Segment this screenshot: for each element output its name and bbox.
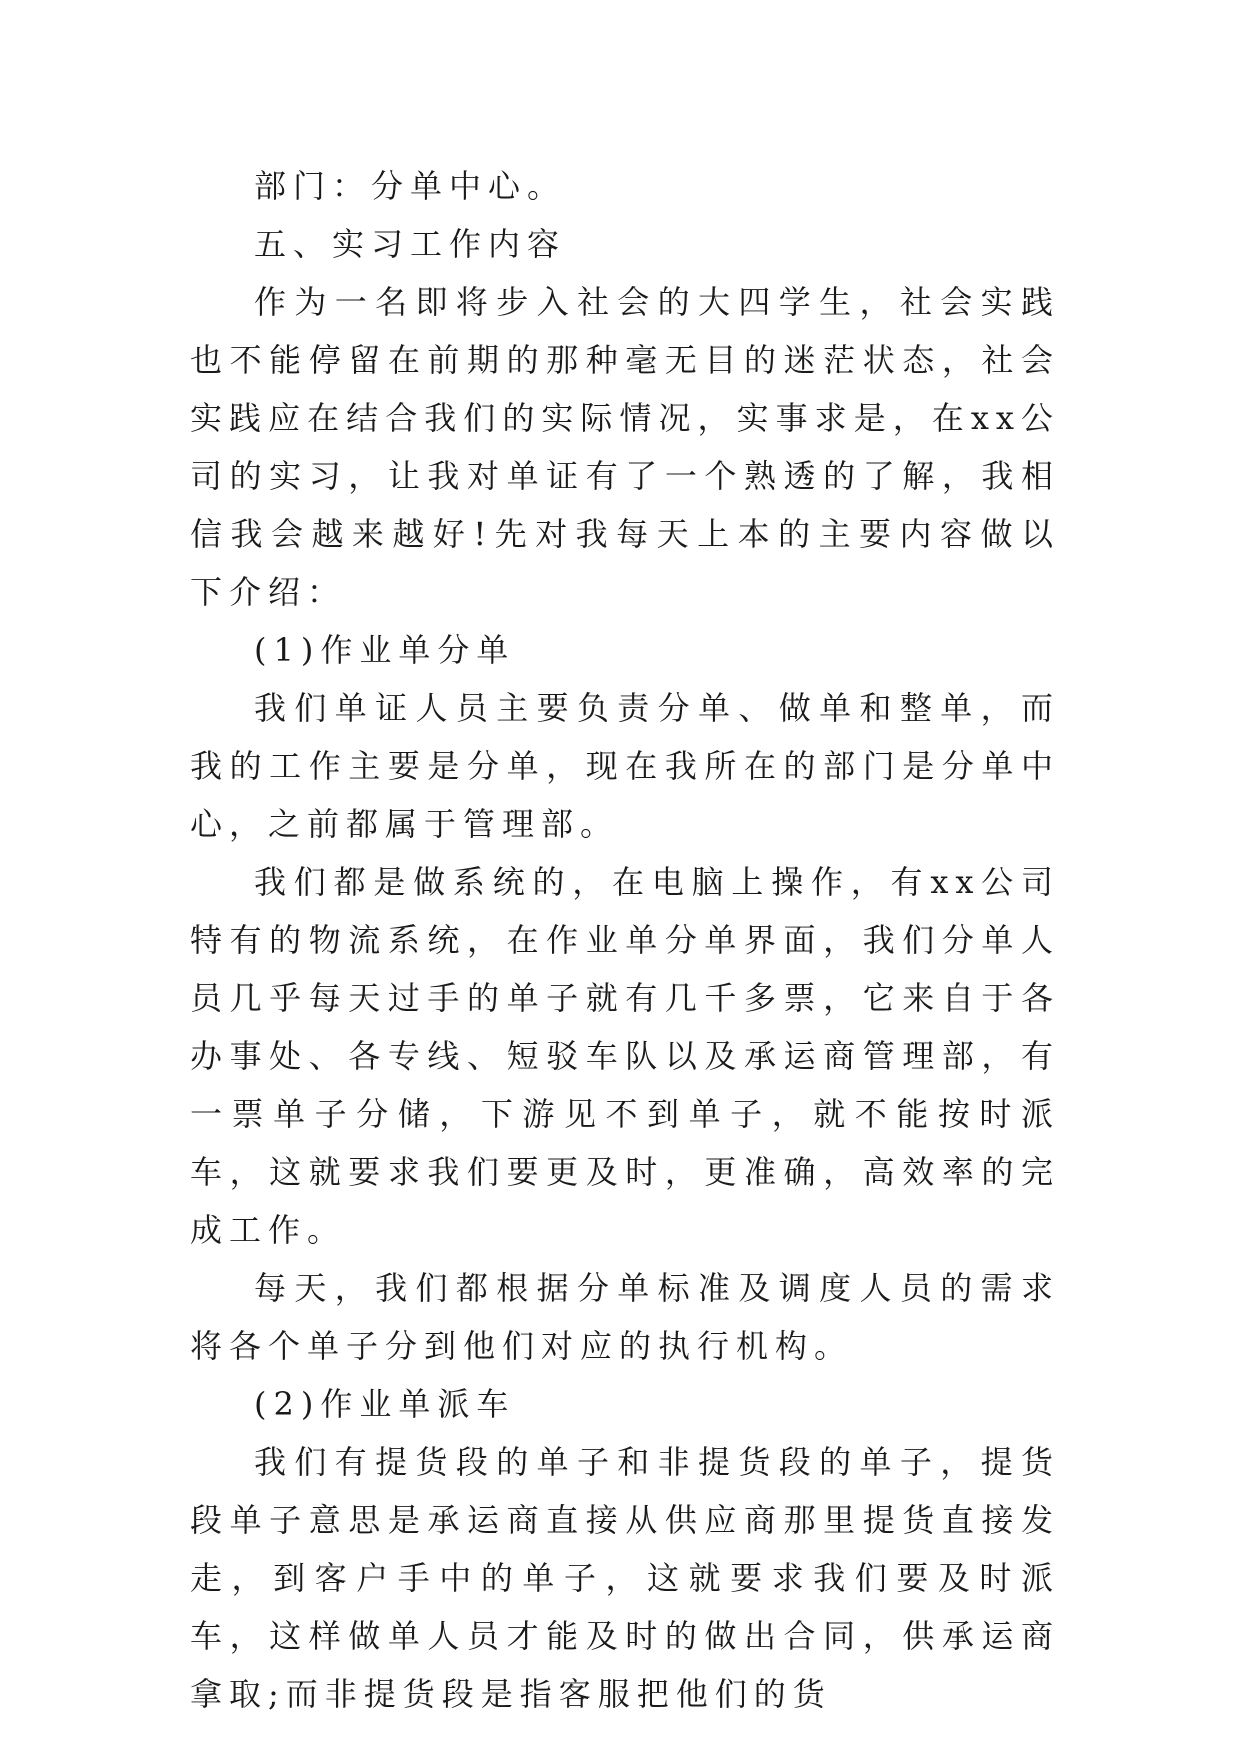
paragraph-daily-routine: 每天，我们都根据分单标准及调度人员的需求将各个单子分到他们对应的执行机构。 [190,1269,1060,1365]
document-body [190,157,1060,1723]
subheading-order-splitting: (1)作业单分单 [254,631,516,669]
section-heading-internship-content: 五、实习工作内容 [254,225,567,263]
paragraph-system-work: 我们都是做系统的，在电脑上操作，有xx公司特有的物流系统，在作业单分单界面，我们分单人员几乎每天过手的单子就有几千多票，它来自于各办事处、各专线、短驳车队以及承运商管理部，有一票单子分储，下游见不到单子，就不能按时派车，这就要求我们要更及时，更准确，高效率的完成工作。 [190,863,1060,1249]
paragraph-responsibilities: 我们单证人员主要负责分单、做单和整单，而我的工作主要是分单，现在我所在的部门是分单中心，之前都属于管理部。 [190,689,1060,843]
paragraph-department: 部门：分单中心。 [254,167,567,205]
paragraph-introduction: 作为一名即将步入社会的大四学生，社会实践也不能停留在前期的那种毫无目的迷茫状态，社会实践应在结合我们的实际情况，实事求是，在xx公司的实习，让我对单证有了一个熟透的了解，我相信我会越来越好!先对我每天上本的主要内容做以下介绍： [190,283,1060,611]
paragraph-pickup-orders: 我们有提货段的单子和非提货段的单子，提货段单子意思是承运商直接从供应商那里提货直接发走，到客户手中的单子，这就要求我们要及时派车，这样做单人员才能及时的做出合同，供承运商拿取;而非提货段是指客服把他们的货 [190,1443,1060,1713]
subheading-vehicle-dispatch: (2)作业单派车 [254,1385,516,1423]
